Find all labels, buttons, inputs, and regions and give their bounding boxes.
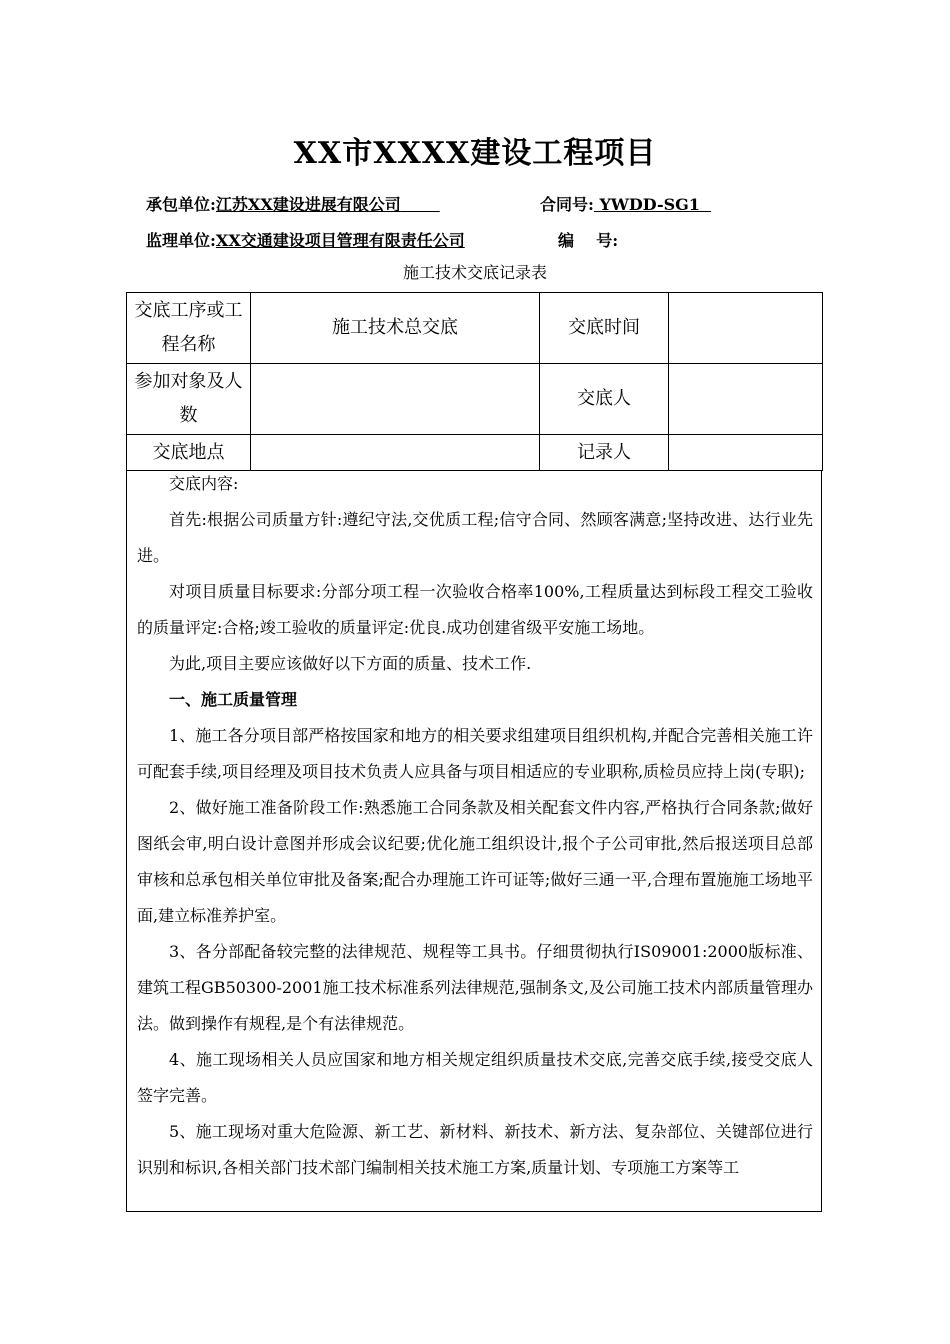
form-title: 施工技术交底记录表 xyxy=(402,263,547,282)
content-paragraph: 为此,项目主要应该做好以下方面的质量、技术工作. xyxy=(169,654,532,673)
content-item: 5、施工现场对重大危险源、新工艺、新材料、新技术、新方法、复杂部位、关键部位进行识别和标识,各相关部门技术部门编制相关技术施工方案,质量计划、专项施工方案等工 xyxy=(137,1122,813,1177)
handover-time-label: 交底时间 xyxy=(540,293,669,364)
table-row xyxy=(127,293,823,364)
supervisor-label: 监理单位: xyxy=(146,231,216,250)
participants-label: 参加对象及人数 xyxy=(127,364,251,435)
handover-person-label: 交底人 xyxy=(540,364,669,435)
contractor-value: 江苏XX建设进展有限公司 xyxy=(215,195,401,214)
record-table xyxy=(126,292,823,471)
location-value xyxy=(251,435,540,471)
supervisor-line xyxy=(146,228,465,251)
section-heading: 一、施工质量管理 xyxy=(169,690,298,709)
location-label: 交底地点 xyxy=(127,435,251,471)
content-paragraph: 首先:根据公司质量方针:遵纪守法,交优质工程;信守合同、然顾客满意;坚持改进、达行业先进。 xyxy=(137,510,813,565)
handover-content xyxy=(126,470,822,1212)
document-title: XX市XXXX建设工程项目 xyxy=(293,136,657,171)
contractor-label: 承包单位: xyxy=(146,195,216,214)
content-item: 2、做好施工准备阶段工作:熟悉施工合同条款及相关配套文件内容,严格执行合同条款;做好图纸会审,明白设计意图并形成会议纪要;优化施工组织设计,报个子公司审批,然后报送项目总部审核和总承包相关单位审批及备案;配合办理施工许可证等;做好三通一平,合理布置施施工场地平面,建立标准养护室。 xyxy=(137,798,813,925)
recorder-value xyxy=(669,435,823,471)
table-row xyxy=(127,364,823,435)
content-item: 1、施工各分项目部严格按国家和地方的相关要求组建项目组织机构,并配合完善相关施工许可配套手续,项目经理及项目技术负责人应具备与项目相适应的专业职称,质检员应持上岗(专职); xyxy=(137,726,813,781)
recorder-label: 记录人 xyxy=(540,435,669,471)
table-row xyxy=(127,435,823,471)
content-item: 3、各分部配备较完整的法律规范、规程等工具书。仔细贯彻执行IS09001:2000版标准、建筑工程GB50300-2001施工技术标准系列法律规范,强制条文,及公司施工技术内部质量管理办法。做到操作有规程,是个有法律规范。 xyxy=(137,942,813,1033)
contract-no-line xyxy=(540,192,711,215)
procedure-name-value: 施工技术总交底 xyxy=(251,293,540,364)
content-item: 4、施工现场相关人员应国家和地方相关规定组织质量技术交底,完善交底手续,接受交底人签字完善。 xyxy=(137,1050,813,1105)
contract-no-label: 合同号: xyxy=(540,195,594,214)
procedure-name-label: 交底工序或工程名称 xyxy=(127,293,251,364)
contractor-line xyxy=(146,192,440,215)
content-heading: 交底内容: xyxy=(169,474,239,493)
handover-person-value xyxy=(669,364,823,435)
serial-label: 编 号: xyxy=(558,231,619,250)
content-paragraph: 对项目质量目标要求:分部分项工程一次验收合格率100%,工程质量达到标段工程交工验收的质量评定:合格;竣工验收的质量评定:优良.成功创建省级平安施工场地。 xyxy=(137,582,813,637)
handover-time-value xyxy=(669,293,823,364)
supervisor-value: XX交通建设项目管理有限责任公司 xyxy=(215,231,465,250)
participants-value xyxy=(251,364,540,435)
contract-no-value: YWDD-SG1 xyxy=(599,195,700,214)
